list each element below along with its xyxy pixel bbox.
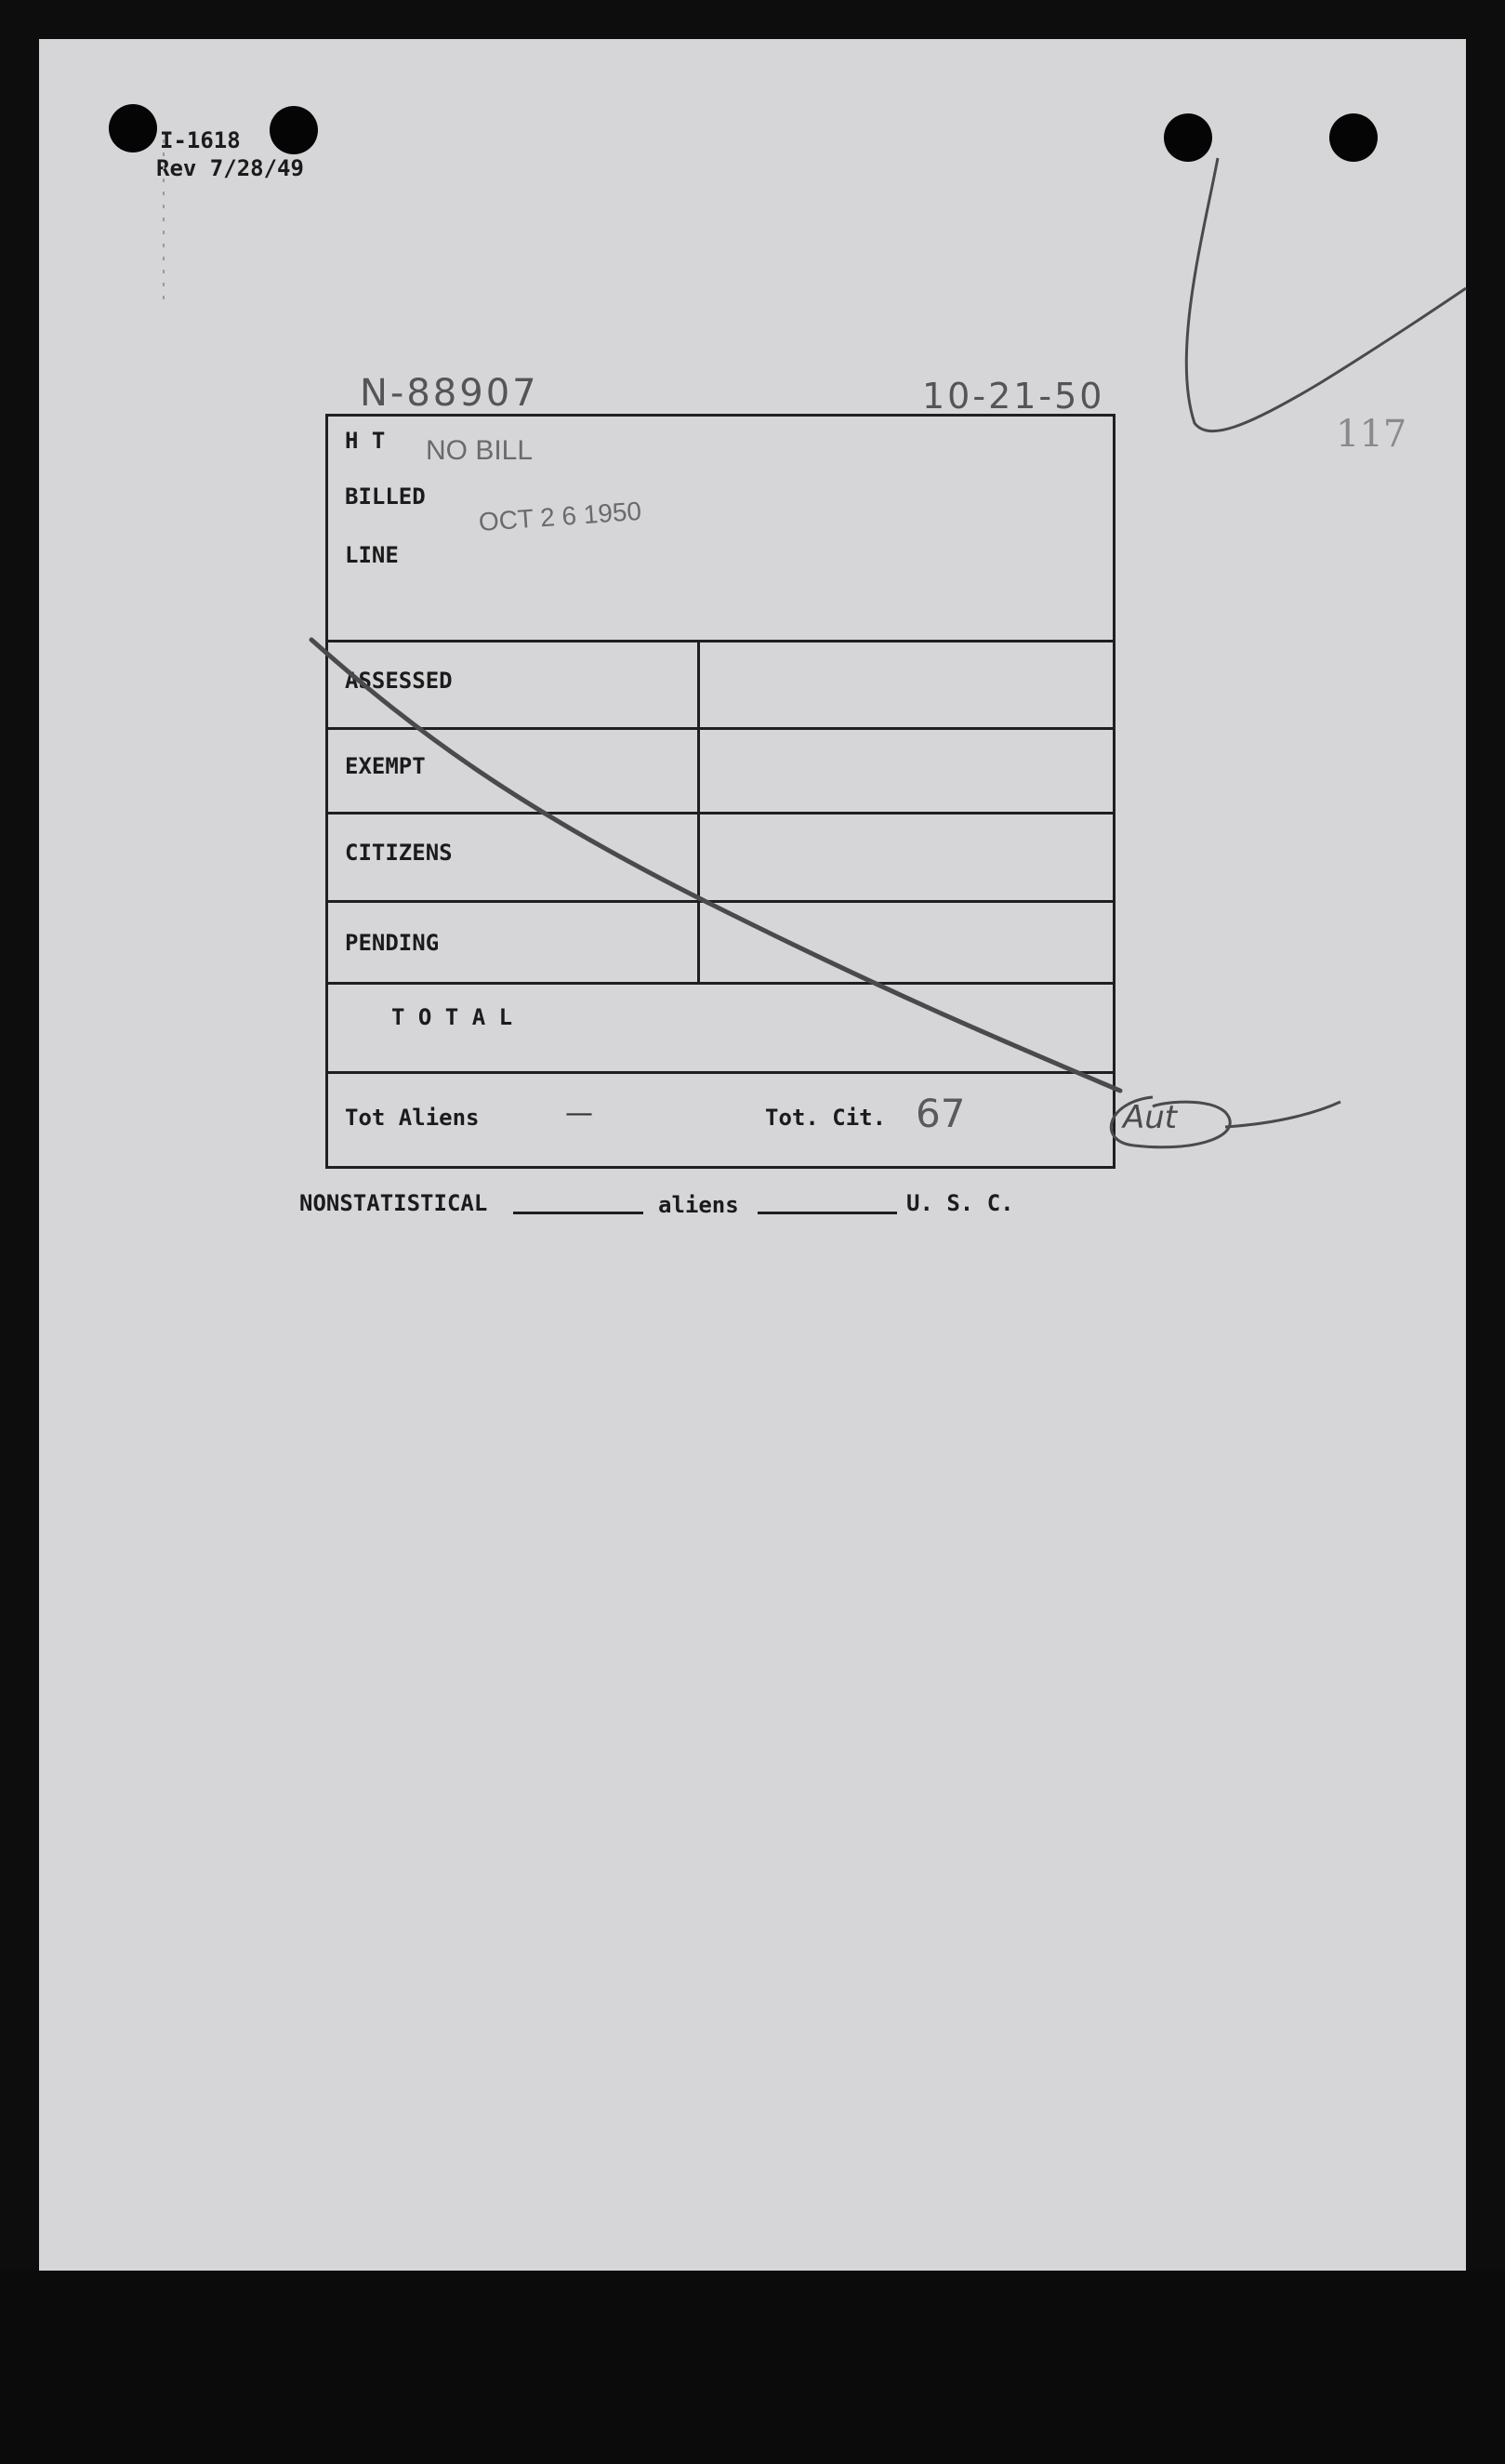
row-label-citizens: CITIZENS: [345, 840, 453, 866]
file-number: N-88907: [360, 372, 539, 415]
ht-label: H T: [345, 428, 386, 454]
row-label-pending: PENDING: [345, 930, 440, 956]
row-label-exempt: EXEMPT: [345, 753, 426, 779]
tot-aliens-label: Tot Aliens: [345, 1105, 480, 1131]
nonstatistical-label: NONSTATISTICAL: [299, 1190, 488, 1216]
scan-border: [0, 2271, 1505, 2464]
date-handwritten: 10-21-50: [922, 376, 1105, 417]
cancellation-stroke: [311, 640, 1120, 1091]
tot-cit-label: Tot. Cit.: [765, 1105, 887, 1131]
total-label: T O T A L: [391, 1004, 513, 1030]
ht-stamp: NO BILL: [426, 435, 534, 466]
page-number: 117: [1336, 413, 1407, 456]
annotation-loop: [1111, 1097, 1230, 1147]
billed-date-stamp: OCT 2 6 1950: [477, 496, 642, 537]
footer-aliens-label: aliens: [658, 1192, 739, 1218]
usc-label: U. S. C.: [906, 1190, 1014, 1216]
form-number: I-1618: [160, 127, 241, 153]
row-label-assessed: ASSESSED: [345, 668, 453, 694]
tot-aliens-value: —: [565, 1097, 593, 1130]
billed-label: BILLED: [345, 484, 426, 510]
form-revision: Rev 7/28/49: [156, 155, 304, 181]
annotation-tail: [1225, 1102, 1340, 1127]
tot-cit-value: 67: [916, 1091, 966, 1136]
line-label: LINE: [345, 542, 399, 568]
check-mark: [1186, 158, 1466, 431]
annotation-aut: Aut: [1123, 1099, 1178, 1136]
